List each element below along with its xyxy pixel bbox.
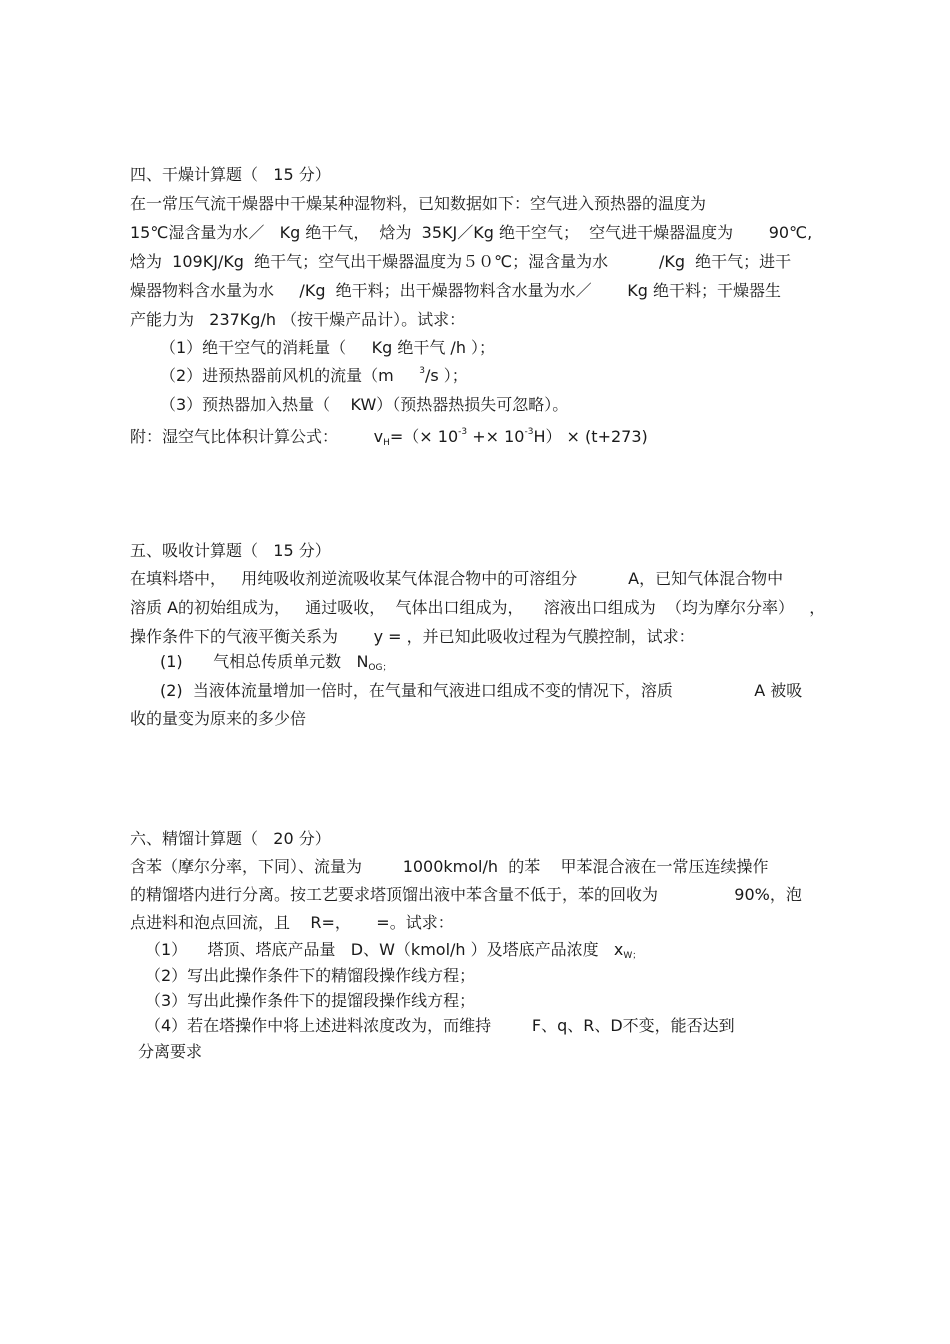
section-6-question-4-cont: 分离要求	[138, 1042, 203, 1061]
section-5-question-2: (2) 当液体流量增加一倍时，在气量和气液进口组成不变的情况下，溶质 A 被吸	[160, 681, 803, 700]
section-5-line-2: 溶质 A的初始组成为， 通过吸收， 气体出口组成为， 溶液出口组成为 （均为摩尔分率） ，	[130, 598, 826, 617]
section-5-line-3: 操作条件下的气液平衡关系为 y = ，并已知此吸收过程为气膜控制，试求：	[130, 627, 695, 646]
section-4-formula: 附：湿空气比体积计算公式： $v_H=(\times 10^{-3} +\times 10^{-3}H) \times (t+273)$	[130, 427, 648, 448]
section-6-line-3: 点进料和泡点回流，且 R=， =。试求：	[130, 913, 454, 932]
section-5-line-1: 在填料塔中， 用纯吸收剂逆流吸收某气体混合物中的可溶组分 A，已知气体混合物中	[130, 569, 784, 588]
section-4-line-4: 燥器物料含水量为水 /Kg 绝干料；出干燥器物料含水量为水／ Kg 绝干料；干燥器生	[130, 281, 781, 300]
section-4-line-2: 15℃湿含量为水／ Kg 绝干气， 焓为 35KJ／Kg 绝干空气； 空气进干燥器温度为 90℃,	[130, 223, 813, 242]
section-6-question-4: （4）若在塔操作中将上述进料浓度改为，而维持 F、q、R、D不变，能否达到	[145, 1016, 735, 1035]
section-6-title: 六、精馏计算题（ 20 分）	[130, 829, 331, 848]
section-4-line-3: 焓为 109KJ/Kg 绝干气；空气出干燥器温度为５０℃；湿含量为水 /Kg 绝干气；进干	[130, 252, 792, 271]
section-4-title: 四、干燥计算题（ 15 分）	[130, 165, 331, 184]
section-4-question-2: （2）进预热器前风机的流量（m $^3$/s ）；	[160, 366, 468, 385]
section-6-question-1: （1） 塔顶、塔底产品量 D、W（kmol/h ）及塔底产品浓度 $x_{W;}$	[145, 940, 642, 961]
section-6-question-3: （3）写出此操作条件下的提馏段操作线方程；	[145, 991, 476, 1010]
section-4-line-1: 在一常压气流干燥器中干燥某种湿物料，已知数据如下：空气进入预热器的温度为	[130, 194, 707, 213]
section-6-line-1: 含苯（摩尔分率，下同）、流量为 1000kmol/h 的苯 甲苯混合液在一常压连续操作	[130, 857, 769, 876]
section-5-question-2-cont: 收的量变为原来的多少倍	[130, 709, 307, 728]
section-4-question-3: （3）预热器加入热量（ KW）（预热器热损失可忽略）。	[160, 395, 569, 414]
section-4-question-1: （1）绝干空气的消耗量（ Kg 绝干气 /h ）；	[160, 338, 496, 357]
section-5-title: 五、吸收计算题（ 15 分）	[130, 541, 331, 560]
section-5-question-1: (1) 气相总传质单元数 $N_{OG;}$	[160, 652, 392, 673]
section-6-line-2: 的精馏塔内进行分离。按工艺要求塔顶馏出液中苯含量不低于，苯的回收为 90%，泡	[130, 885, 802, 904]
section-4-line-5: 产能力为 237Kg/h （按干燥产品计）。试求：	[130, 310, 466, 329]
section-6-question-2: （2）写出此操作条件下的精馏段操作线方程；	[145, 966, 476, 985]
